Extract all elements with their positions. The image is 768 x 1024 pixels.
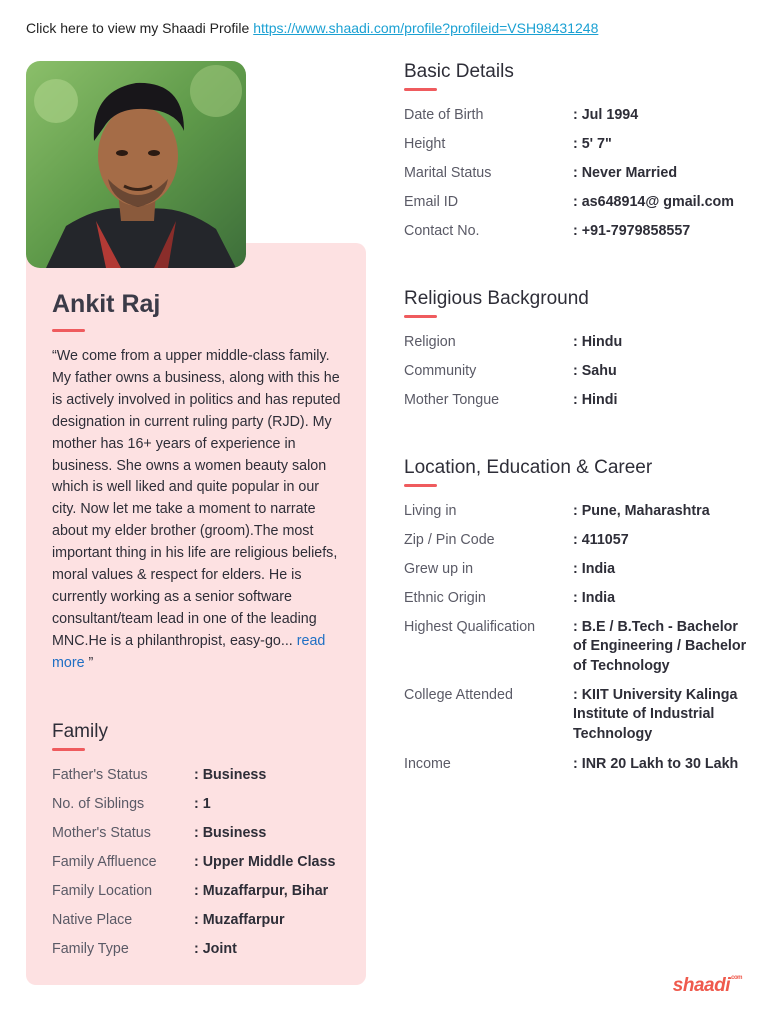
career-label: College Attended [404, 687, 513, 703]
career-label: Income [404, 756, 451, 772]
basic-label: Height [404, 136, 446, 152]
religious-value: : Hindi [573, 391, 751, 410]
religious-label: Community [404, 363, 477, 379]
career-value: : India [573, 589, 751, 608]
career-value: : INR 20 Lakh to 30 Lakh [573, 755, 751, 774]
career-value: : 411057 [573, 531, 751, 550]
family-value: : Business [194, 766, 266, 785]
career-label: Grew up in [404, 561, 474, 577]
shaadi-logo-suffix: .com [729, 975, 742, 981]
about-close-quote: ” [84, 654, 94, 671]
religious-underline [404, 315, 437, 318]
basic-label: Contact No. [404, 223, 480, 239]
family-label: Family Type [52, 941, 129, 957]
career-label: Living in [404, 503, 457, 519]
name-underline [52, 329, 85, 332]
profile-name: Ankit Raj [52, 290, 161, 318]
profile-link[interactable]: https://www.shaadi.com/profile?profileid=VSH98431248 [253, 20, 599, 36]
career-label: Highest Qualification [404, 619, 536, 635]
religious-value: : Hindu [573, 333, 751, 352]
career-value: : India [573, 560, 751, 579]
family-value: : Joint [194, 940, 237, 959]
family-label: Mother's Status [52, 825, 151, 841]
religious-title: Religious Background [404, 288, 589, 309]
family-label: Native Place [52, 912, 133, 928]
family-value: : Upper Middle Class [194, 853, 335, 872]
profile-link-line [26, 20, 598, 36]
family-value: : Muzaffarpur, Bihar [194, 882, 328, 901]
basic-value: : 5' 7" [573, 135, 751, 154]
about-body: “We come from a upper middle-class family. My father owns a business, along with this he is actively involved in politics and has reputed designation in current ruling party (RJD). My mother has 16+ years of experience in business. She owns a women beauty salon which is well liked and quite popular in our city. Now let me take a moment to narrate about my elder brother (groom).The most important thing in his life are religious beliefs, moral values & respect for elders. He is currently working as a senior software consultant/team lead in one of the leading MNC.He is a philanthropist, easy-go... [52, 348, 341, 649]
read-more-link[interactable]: read more [52, 632, 326, 671]
career-value: : Pune, Maharashtra [573, 502, 751, 521]
career-label: Zip / Pin Code [404, 532, 495, 548]
family-label: Family Location [52, 883, 153, 899]
basic-details-title: Basic Details [404, 61, 514, 82]
shaadi-logo [673, 975, 742, 997]
career-title: Location, Education & Career [404, 457, 653, 478]
family-label: No. of Siblings [52, 796, 145, 812]
profile-link-prompt: Click here to view my Shaadi Profile [26, 20, 254, 36]
family-value: : Business [194, 824, 266, 843]
career-label: Ethnic Origin [404, 590, 486, 606]
family-title: Family [52, 721, 108, 742]
basic-label: Date of Birth [404, 107, 484, 123]
basic-value: : Jul 1994 [573, 106, 751, 125]
religious-label: Mother Tongue [404, 392, 500, 408]
religious-value: : Sahu [573, 362, 751, 381]
religious-label: Religion [404, 334, 456, 350]
basic-value: : as648914@ gmail.com [573, 193, 751, 212]
family-label: Father's Status [52, 767, 148, 783]
profile-photo [26, 61, 246, 268]
family-label: Family Affluence [52, 854, 157, 870]
basic-value: : +91-7979858557 [573, 222, 751, 241]
basic-label: Marital Status [404, 165, 492, 181]
family-value: : Muzaffarpur [194, 911, 285, 930]
basic-label: Email ID [404, 194, 459, 210]
basic-value: : Never Married [573, 164, 751, 183]
family-value: : 1 [194, 795, 211, 814]
basic-details-underline [404, 88, 437, 91]
family-underline [52, 748, 85, 751]
career-underline [404, 484, 437, 487]
career-value: : KIIT University Kalinga Institute of Industrial Technology [573, 686, 751, 744]
career-value: : B.E / B.Tech - Bachelor of Engineering / Bachelor of Technology [573, 618, 751, 676]
about-text [52, 346, 347, 675]
shaadi-logo-text: shaadi [672, 975, 730, 996]
